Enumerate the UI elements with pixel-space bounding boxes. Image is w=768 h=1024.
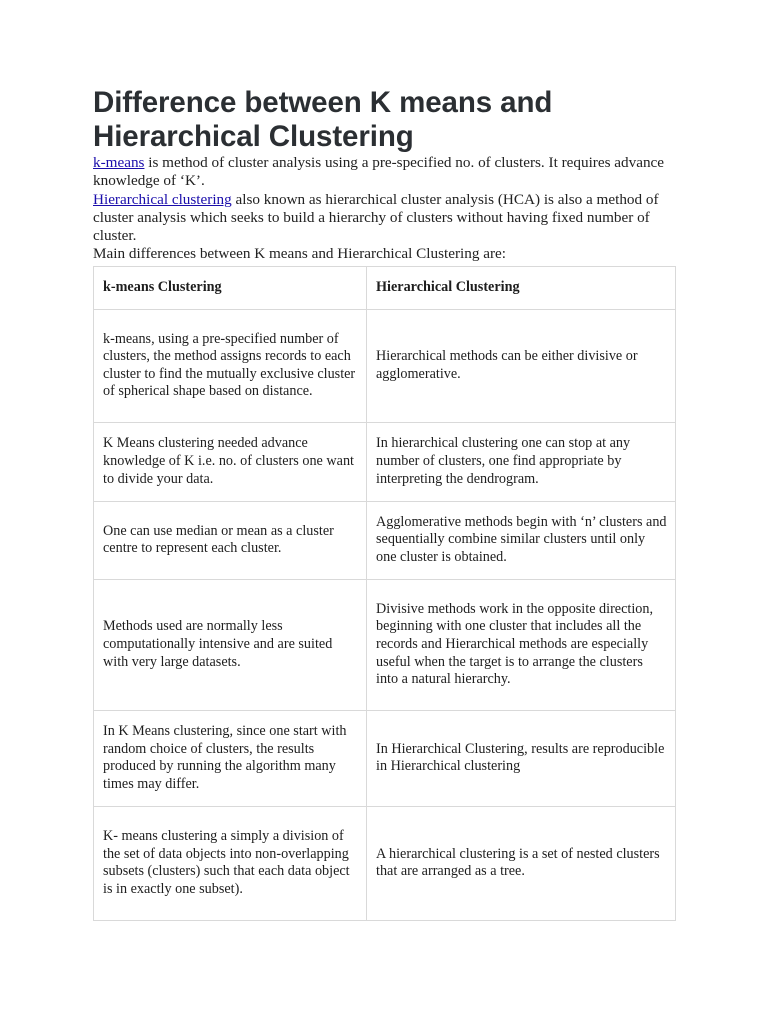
comparison-table (93, 266, 676, 921)
document-page (93, 86, 675, 921)
kmeans-definition (93, 154, 675, 191)
kmeans-cell: In K Means clustering, since one start with random choice of clusters, the results produced by running the algorithm many times may differ. (94, 710, 367, 806)
header-kmeans: k-means Clustering (94, 266, 367, 309)
hc-definition-text: also known as hierarchical cluster analysis (HCA) is also a method of cluster analysis which seeks to build a hierarchy of clusters without having fixed number of cluster. (93, 190, 659, 245)
table-header-row (94, 266, 676, 309)
hierarchical-cell: In Hierarchical Clustering, results are reproducible in Hierarchical clustering (367, 710, 676, 806)
kmeans-cell: K- means clustering a simply a division of the set of data objects into non-overlapping subsets (clusters) such that each data object is in exactly one subset). (94, 806, 367, 920)
kmeans-cell: K Means clustering needed advance knowledge of K i.e. no. of clusters one want to divide your data. (94, 422, 367, 501)
kmeans-cell: Methods used are normally less computationally intensive and are suited with very large datasets. (94, 579, 367, 710)
hc-definition (93, 191, 675, 246)
table-row (94, 710, 676, 806)
table-lead-text: Main differences between K means and Hierarchical Clustering are: (93, 245, 506, 263)
hierarchical-cell: Hierarchical methods can be either divisive or agglomerative. (367, 309, 676, 422)
table-row (94, 806, 676, 920)
kmeans-cell: k-means, using a pre-specified number of clusters, the method assigns records to each cluster to find the mutually exclusive cluster of spherical shape based on distance. (94, 309, 367, 422)
page-title: Difference between K means and Hierarchical Clustering (93, 86, 553, 153)
kmeans-definition-text: is method of cluster analysis using a pre-specified no. of clusters. It requires advance knowledge of ‘K’. (93, 154, 665, 190)
kmeans-link[interactable]: k-means (93, 154, 145, 171)
hierarchical-cell: Agglomerative methods begin with ‘n’ clusters and sequentially combine similar clusters until only one cluster is obtained. (367, 501, 676, 579)
hierarchical-clustering-link[interactable]: Hierarchical clustering (93, 190, 232, 208)
table-row (94, 501, 676, 579)
kmeans-cell: One can use median or mean as a cluster centre to represent each cluster. (94, 501, 367, 579)
table-row (94, 579, 676, 710)
hierarchical-cell: In hierarchical clustering one can stop at any number of clusters, one find appropriate by interpreting the dendrogram. (367, 422, 676, 501)
hierarchical-cell: Divisive methods work in the opposite direction, beginning with one cluster that includes all the records and Hierarchical methods are especially useful when the target is to arrange the clusters into a natural hierarchy. (367, 579, 676, 710)
table-row (94, 422, 676, 501)
hierarchical-cell: A hierarchical clustering is a set of nested clusters that are arranged as a tree. (367, 806, 676, 920)
table-row (94, 309, 676, 422)
header-hierarchical: Hierarchical Clustering (367, 266, 676, 309)
